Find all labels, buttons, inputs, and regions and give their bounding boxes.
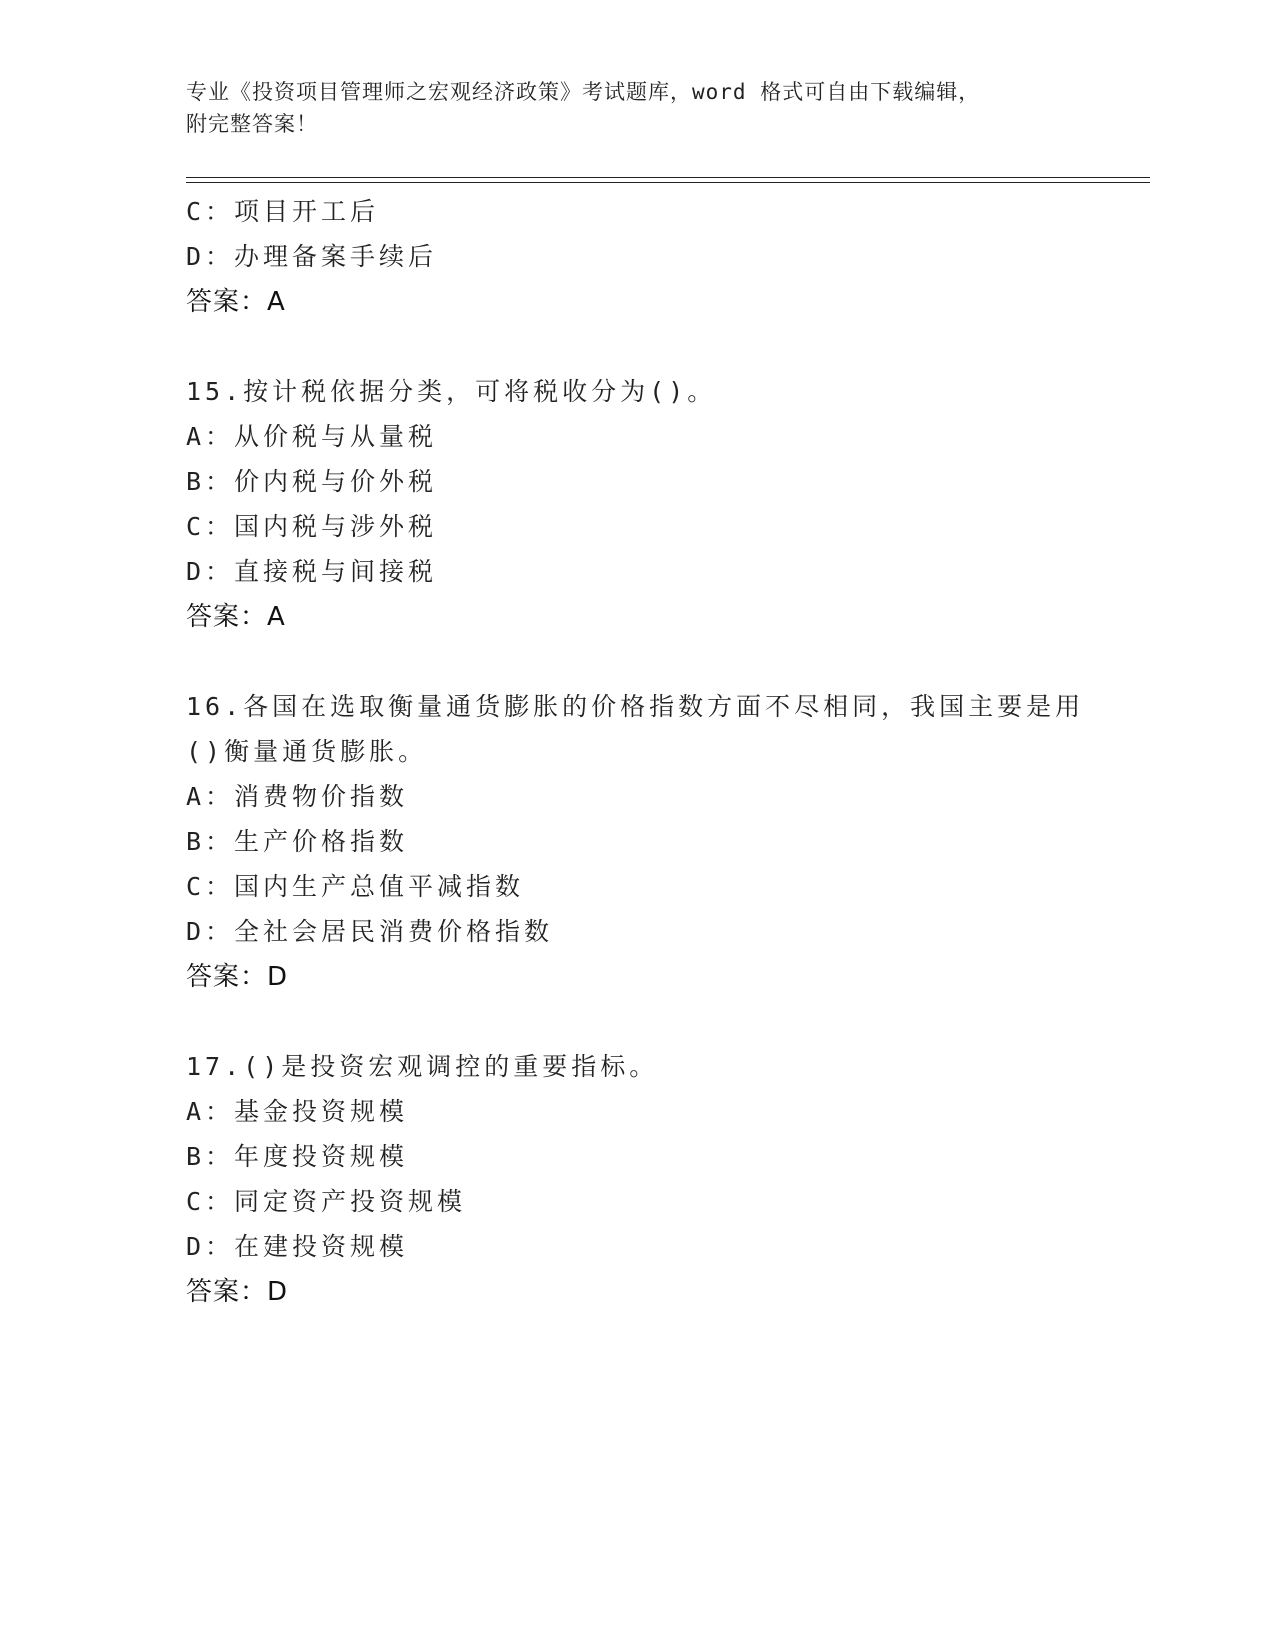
option-a: A：从价税与从量税: [186, 422, 438, 451]
question-15: [186, 369, 1086, 640]
spacer: [186, 1000, 1086, 1044]
option-c: C：同定资产投资规模: [186, 1187, 467, 1216]
option-d: D：全社会居民消费价格指数: [186, 917, 554, 946]
option-a: A：消费物价指数: [186, 782, 409, 811]
option-b: B：价内税与价外税: [186, 467, 438, 496]
answer-line: 答案：D: [186, 1277, 289, 1307]
answer-line: 答案：D: [186, 962, 289, 992]
option-d: D：直接税与间接税: [186, 557, 438, 586]
question-16: [186, 684, 1086, 1000]
option-d: D：办理备案手续后: [186, 242, 438, 271]
question-text-continued: ()衡量通货膨胀。: [186, 737, 428, 766]
header-divider-bottom: [186, 182, 1150, 183]
answer-line: 答案：A: [186, 287, 286, 317]
header-line-1: 专业《投资项目管理师之宏观经济政策》考试题库，word 格式可自由下载编辑，: [186, 80, 981, 104]
header-line-2: 附完整答案！: [186, 112, 318, 136]
option-c: C：国内税与涉外税: [186, 512, 438, 541]
option-b: B：年度投资规模: [186, 1142, 409, 1171]
option-b: B：生产价格指数: [186, 827, 409, 856]
answer-line: 答案：A: [186, 602, 286, 632]
partial-question: [186, 189, 1086, 325]
question-list: [186, 189, 1086, 1315]
question-17: [186, 1044, 1086, 1315]
header-divider-top: [186, 177, 1150, 178]
option-c: C：项目开工后: [186, 197, 380, 226]
question-text: 16.各国在选取衡量通货膨胀的价格指数方面不尽相同，我国主要是用: [186, 692, 1085, 721]
question-text: 15.按计税依据分类，可将税收分为()。: [186, 377, 717, 406]
option-d: D：在建投资规模: [186, 1232, 409, 1261]
spacer: [186, 325, 1086, 369]
spacer: [186, 640, 1086, 684]
option-a: A：基金投资规模: [186, 1097, 409, 1126]
document-header: [186, 76, 1086, 140]
option-c: C：国内生产总值平减指数: [186, 872, 525, 901]
question-text: 17.()是投资宏观调控的重要指标。: [186, 1052, 659, 1081]
